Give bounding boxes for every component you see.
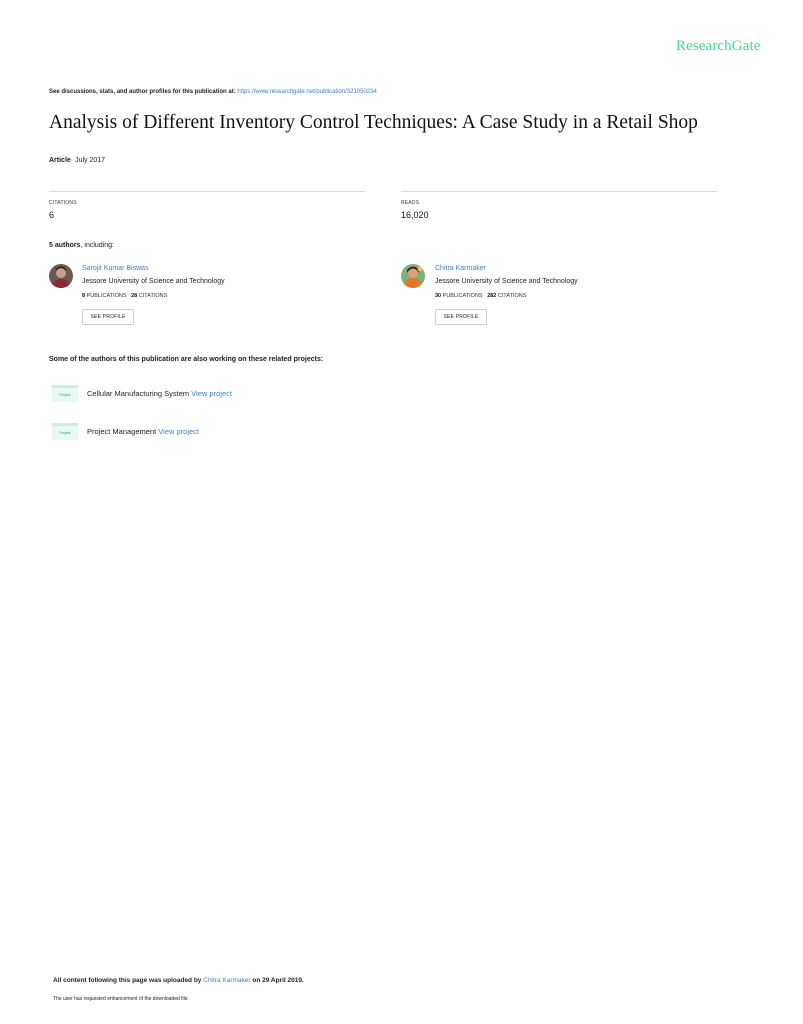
- publication-url-link[interactable]: https://www.researchgate.net/publication/321050234: [237, 89, 377, 95]
- citations-label: CITATIONS: [49, 200, 77, 206]
- enhancement-note: The user has requested enhancement of the downloaded file.: [53, 996, 189, 1002]
- see-profile-button[interactable]: SEE PROFILE: [435, 309, 487, 325]
- authors-summary: [49, 242, 114, 249]
- article-meta: [49, 157, 105, 164]
- author-name-link[interactable]: Sarojit Kumar Biswas: [82, 265, 149, 272]
- related-projects-heading: Some of the authors of this publication are also working on these related projects:: [49, 356, 324, 363]
- reads-value: 16,020: [401, 210, 429, 220]
- upload-prefix: All content following this page was uploaded by: [53, 977, 202, 984]
- list-item: [87, 427, 199, 436]
- author-citations-count: 282: [487, 293, 497, 299]
- author-publications-label: PUBLICATIONS: [442, 293, 483, 299]
- author-publications-count: 30: [435, 293, 442, 299]
- reads-label: READS: [401, 200, 420, 206]
- researchgate-logo[interactable]: ResearchGate: [676, 38, 761, 54]
- uploader-link[interactable]: Chitra Karmaker: [203, 977, 251, 984]
- author-institution: Jessore University of Science and Technology: [82, 278, 225, 285]
- article-date: · July 2017: [70, 157, 106, 164]
- see-discussions-line: [49, 89, 377, 95]
- author-citations-label: CITATIONS: [138, 293, 168, 299]
- project-icon: Project: [52, 385, 78, 402]
- authors-suffix: , including:: [80, 242, 114, 249]
- project-icon: Project: [52, 423, 78, 440]
- see-profile-button[interactable]: SEE PROFILE: [82, 309, 134, 325]
- author-publications-label: PUBLICATIONS: [86, 293, 127, 299]
- reads-divider: [401, 191, 717, 192]
- citations-divider: [49, 191, 365, 192]
- author-stats: [82, 293, 167, 299]
- upload-suffix: on 29 April 2019.: [252, 977, 304, 984]
- avatar[interactable]: [401, 264, 425, 288]
- author-photo-icon: [49, 264, 73, 288]
- author-stats: [435, 293, 526, 299]
- project-name: Cellular Manufacturing System: [87, 389, 190, 398]
- author-institution: Jessore University of Science and Technology: [435, 278, 578, 285]
- avatar[interactable]: [49, 264, 73, 288]
- see-discussions-text: See discussions, stats, and author profiles for this publication at:: [49, 89, 236, 95]
- view-project-link[interactable]: View project: [158, 427, 200, 436]
- upload-note: [53, 977, 304, 984]
- publication-title: Analysis of Different Inventory Control Techniques: A Case Study in a Retail Shop: [49, 112, 698, 133]
- author-citations-count: 28: [131, 293, 138, 299]
- author-name-link[interactable]: Chitra Karmaker: [435, 265, 486, 272]
- authors-count: 5 authors: [49, 242, 81, 249]
- view-project-link[interactable]: View project: [191, 389, 232, 398]
- author-citations-label: CITATIONS: [497, 293, 527, 299]
- citations-value: 6: [49, 210, 55, 220]
- article-type: Article: [49, 157, 71, 164]
- author-publications-count: 8: [82, 293, 86, 299]
- author-photo-icon: [401, 264, 425, 288]
- list-item: [87, 389, 232, 398]
- project-name: Project Management: [87, 427, 157, 436]
